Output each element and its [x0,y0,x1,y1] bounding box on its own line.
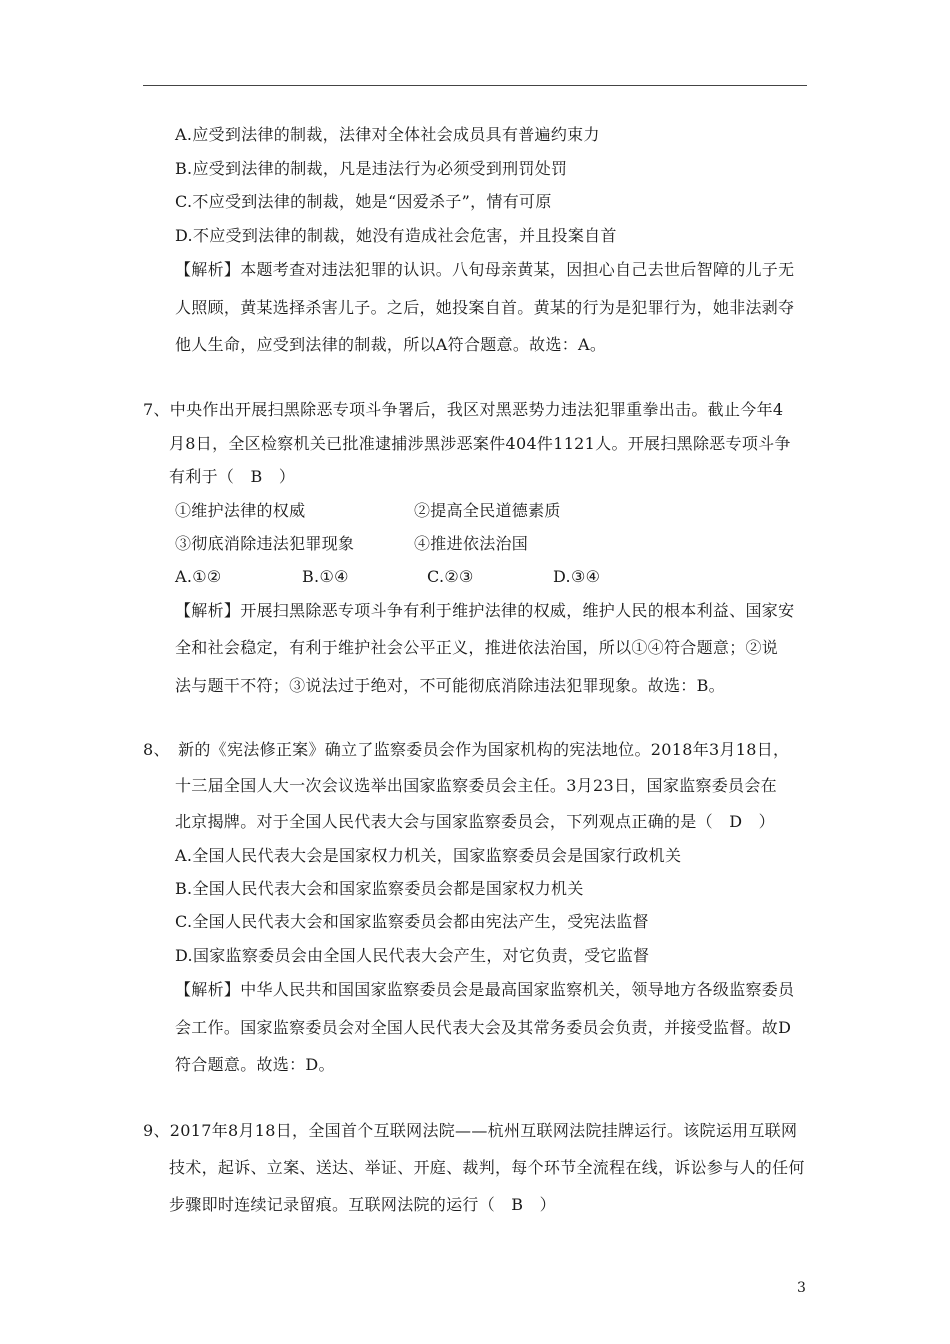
q8-option-b: B.全国人民代表大会和国家监察委员会都是国家权力机关 [175,879,584,898]
q8-option-a: A.全国人民代表大会是国家权力机关，国家监察委员会是国家行政机关 [175,846,682,865]
q8-stem-line-1: 8、 新的《宪法修正案》确立了监察委员会作为国家机构的宪法地位。2018年3月18日， [143,740,790,759]
q6-option-a: A.应受到法律的制裁，法律对全体社会成员具有普遍约束力 [175,125,600,144]
q7-item-4: ④推进依法治国 [414,534,529,553]
q9-stem-line-3: 步骤即时连续记录留痕。互联网法院的运行（ B ） [169,1195,556,1214]
q7-item-1: ①维护法律的权威 [175,501,306,520]
q7-analysis-line-3: 法与题干不符；③说法过于绝对，不可能彻底消除违法犯罪现象。故选：B。 [175,676,725,695]
q7-analysis-line-1: 【解析】开展扫黑除恶专项斗争有利于维护法律的权威，维护人民的根本利益、国家安 [175,601,795,620]
q8-analysis-line-1: 【解析】中华人民共和国国家监察委员会是最高国家监察机关，领导地方各级监察委员 [175,980,795,999]
q6-analysis-line-3: 他人生命，应受到法律的制裁，所以A符合题意。故选：A。 [175,335,607,354]
q7-stem-line-3: 有利于（ B ） [169,467,296,486]
q6-option-c: C.不应受到法律的制裁，她是“因爱杀子”，情有可原 [175,192,552,211]
q7-item-3: ③彻底消除违法犯罪现象 [175,534,355,553]
page-number: 3 [797,1280,806,1296]
q9-stem-line-1: 9、2017年8月18日，全国首个互联网法院——杭州互联网法院挂牌运行。该院运用互联网 [143,1121,798,1140]
q6-option-b: B.应受到法律的制裁，凡是违法行为必须受到刑罚处罚 [175,159,568,178]
q6-analysis-line-2: 人照顾，黄某选择杀害儿子。之后，她投案自首。黄某的行为是犯罪行为，她非法剥夺 [175,298,795,317]
header-rule [143,85,807,86]
q7-choice-c: C.②③ [427,567,474,586]
q7-choice-b: B.①④ [302,567,349,586]
q8-analysis-line-3: 符合题意。故选：D。 [175,1055,335,1074]
q8-option-c: C.全国人民代表大会和国家监察委员会都由宪法产生，受宪法监督 [175,912,649,931]
q7-stem-line-1: 7、中央作出开展扫黑除恶专项斗争署后，我区对黑恶势力违法犯罪重拳出击。截止今年4 [143,400,784,419]
q7-item-2: ②提高全民道德素质 [414,501,561,520]
q6-analysis-line-1: 【解析】本题考查对违法犯罪的认识。八旬母亲黄某，因担心自己去世后智障的儿子无 [175,260,795,279]
q9-stem-line-2: 技术，起诉、立案、送达、举证、开庭、裁判，每个环节全流程在线，诉讼参与人的任何 [169,1158,805,1177]
q8-option-d: D.国家监察委员会由全国人民代表大会产生，对它负责，受它监督 [175,946,650,965]
q8-analysis-line-2: 会工作。国家监察委员会对全国人民代表大会及其常务委员会负责，并接受监督。故D [175,1018,792,1037]
q8-stem-line-3: 北京揭牌。对于全国人民代表大会与国家监察委员会，下列观点正确的是（ D ） [175,812,775,831]
q7-stem-line-2: 月8日，全区检察机关已批准逮捕涉黑涉恶案件404件1121人。开展扫黑除恶专项斗争 [169,434,791,453]
q7-choice-d: D.③④ [553,567,601,586]
q6-option-d: D.不应受到法律的制裁，她没有造成社会危害，并且投案自首 [175,226,617,245]
q7-analysis-line-2: 全和社会稳定，有利于维护社会公平正义，推进依法治国，所以①④符合题意；②说 [175,638,779,657]
q7-choice-a: A.①② [175,567,222,586]
q8-stem-line-2: 十三届全国人大一次会议选举出国家监察委员会主任。3月23日，国家监察委员会在 [175,776,777,795]
